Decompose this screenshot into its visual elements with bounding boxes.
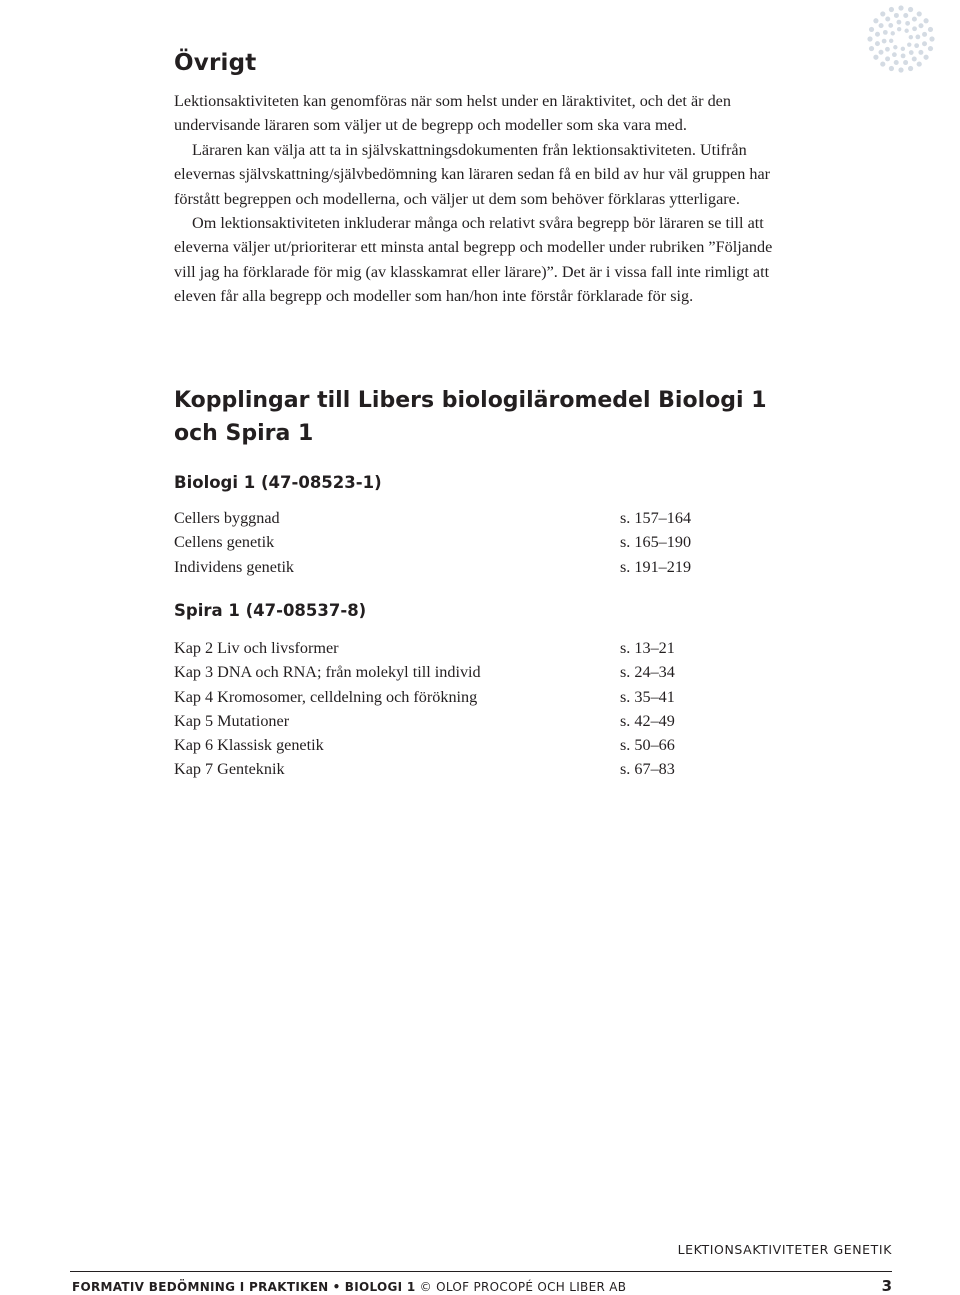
section-heading-ovrigt: Övrigt xyxy=(174,50,257,76)
footer-publisher: OLOF PROCOPÉ OCH LIBER AB xyxy=(436,1280,627,1294)
logo-dot xyxy=(907,42,911,46)
reference-item xyxy=(174,733,734,757)
logo-dot xyxy=(893,45,897,49)
reference-item xyxy=(174,660,734,684)
logo-dot xyxy=(873,18,878,23)
logo-dot xyxy=(922,32,927,37)
logo-dot xyxy=(903,60,908,65)
logo-dot xyxy=(889,66,894,71)
logo-dot xyxy=(919,23,924,28)
logo-dot xyxy=(908,66,913,71)
logo-dot xyxy=(875,32,880,37)
paragraph: Läraren kan välja att ta in självskattningsdokumenten från lektionsaktiviteten. Utifrån elevernas självskattning/självbedömning kan läraren sedan få en bild av hur väl gruppen har förstått begreppen och modellerna, och väljer ut dem som behöver förklaras ytterligare. xyxy=(174,140,771,208)
logo-dot xyxy=(901,47,905,51)
footer-separator: • xyxy=(332,1280,341,1294)
logo-dot xyxy=(912,17,917,22)
logo-dot xyxy=(923,18,928,23)
logo-dot xyxy=(880,11,885,16)
logo-dot xyxy=(912,57,917,62)
logo-dot xyxy=(885,56,890,61)
reference-item xyxy=(174,757,734,781)
logo-dot xyxy=(882,39,887,44)
logo-dot xyxy=(885,47,890,52)
logo-dot xyxy=(885,17,890,22)
reference-item xyxy=(174,506,734,530)
reference-pages: s. 24–34 xyxy=(620,663,675,682)
logo-dot xyxy=(891,31,895,35)
logo-dot xyxy=(892,52,897,57)
paragraph: Lektionsaktiviteten kan genomföras när som helst under en läraktivitet, och det är den undervisande läraren som väljer ut de begrepp och modeller som ska vara med. xyxy=(174,92,731,135)
logo-dot xyxy=(901,53,906,58)
logo-dot xyxy=(928,46,933,51)
logo-dot xyxy=(897,27,901,31)
reference-item xyxy=(174,636,734,660)
reference-title: Kap 3 DNA och RNA; från molekyl till individ xyxy=(174,663,481,682)
logo-dot xyxy=(888,23,893,28)
logo-dot xyxy=(909,50,914,55)
reference-pages: s. 35–41 xyxy=(620,687,675,706)
logo-dot xyxy=(923,55,928,60)
reference-title: Cellens genetik xyxy=(174,533,275,552)
logo-dot xyxy=(880,61,885,66)
logo-dot xyxy=(903,13,908,18)
logo-dot xyxy=(912,26,917,31)
logo-dot xyxy=(898,5,903,10)
logo-dot xyxy=(922,41,927,46)
reference-pages: s. 13–21 xyxy=(620,639,675,657)
logo-dot xyxy=(928,27,933,32)
logo-dot xyxy=(889,7,894,12)
page-number: 3 xyxy=(881,1277,892,1295)
logo-dot xyxy=(929,36,934,41)
logo-dot xyxy=(873,55,878,60)
logo-dot xyxy=(914,43,919,48)
logo-dot xyxy=(894,13,899,18)
section-heading-kopplingar: Kopplingar till Libers biologiläromedel Biologi 1 och Spira 1 xyxy=(174,388,767,446)
logo-dot xyxy=(875,41,880,46)
logo-dot xyxy=(869,46,874,51)
footer-book-title: FORMATIV BEDÖMNING I PRAKTIKEN xyxy=(72,1280,329,1294)
logo-dot xyxy=(917,11,922,16)
logo-dot xyxy=(883,30,888,35)
reference-title: Kap 5 Mutationer xyxy=(174,711,290,730)
reference-pages: s. 165–190 xyxy=(620,533,692,552)
reference-title: Kap 7 Genteknik xyxy=(174,760,285,779)
reference-pages: s. 191–219 xyxy=(620,557,692,576)
footer-credits xyxy=(72,1280,626,1294)
footer-divider xyxy=(70,1271,892,1272)
logo-dot xyxy=(905,21,910,26)
reference-pages: s. 67–83 xyxy=(620,760,675,779)
copyright-icon: © xyxy=(419,1280,432,1294)
reference-item xyxy=(174,530,734,554)
dot-circle-logo-icon xyxy=(866,4,936,74)
logo-dot xyxy=(869,27,874,32)
reference-title: Individens genetik xyxy=(174,557,295,576)
logo-dot xyxy=(917,61,922,66)
reference-item xyxy=(174,709,734,733)
paragraph: Om lektionsaktiviteten inkluderar många och relativt svåra begrepp bör läraren se till att eleverna väljer ut/prioriterar ett minsta antal begrepp och modeller under rubriken ”Följande vill jag ha förklarade för mig (av klasskamrat eller lärare)”. Det är i vissa fall inte rimligt att eleven får alla begrepp och modeller som han/hon inte förstår förklarade för sig. xyxy=(174,214,773,306)
logo-dot xyxy=(918,50,923,55)
reference-item xyxy=(174,555,734,579)
logo-dot xyxy=(897,20,902,25)
logo-dot xyxy=(909,35,913,39)
reference-pages: s. 157–164 xyxy=(620,509,692,527)
reference-title: Kap 6 Klassisk genetik xyxy=(174,736,324,755)
ovrigt-body xyxy=(174,89,789,309)
biologi-reference-list xyxy=(174,506,734,579)
reference-title: Kap 2 Liv och livsformer xyxy=(174,639,339,657)
subheading-spira-1: Spira 1 (47-08537-8) xyxy=(174,601,367,620)
logo-dot xyxy=(904,29,908,33)
spira-reference-list xyxy=(174,636,734,782)
reference-pages: s. 42–49 xyxy=(620,711,675,730)
reference-item xyxy=(174,685,734,709)
logo-dot xyxy=(879,50,884,55)
reference-title: Cellers byggnad xyxy=(174,509,280,527)
footer-series: BIOLOGI 1 xyxy=(344,1280,416,1294)
logo-dot xyxy=(898,67,903,72)
logo-dot xyxy=(908,7,913,12)
footer-section-label: LEKTIONSAKTIVITETER GENETIK xyxy=(677,1242,892,1257)
logo-dot xyxy=(915,35,920,40)
logo-dot xyxy=(889,39,893,43)
logo-dot xyxy=(894,60,899,65)
logo-dot xyxy=(879,23,884,28)
reference-pages: s. 50–66 xyxy=(620,736,675,755)
reference-title: Kap 4 Kromosomer, celldelning och förökning xyxy=(174,687,478,706)
logo-dot xyxy=(867,36,872,41)
subheading-biologi-1: Biologi 1 (47-08523-1) xyxy=(174,473,382,492)
